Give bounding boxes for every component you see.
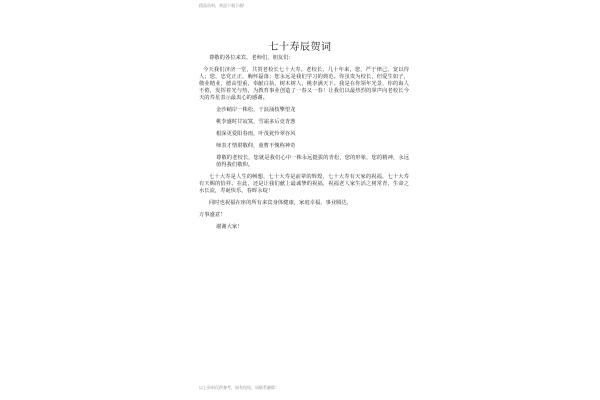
paragraph-tribute: 今天我们济济一堂，共贺老校长七十大寿。老校长，几十年来，您，严于律己，宽以待人；您，忠党正正，胸怀磊落；您永远是我们学习的典范。你虽贵为校长，但爱生如子，敬业精业，德高望重，奉献白执，树木树人，桃李满天下。我是在你领年光景，你的诲人不倦，发挥着光与热，为教育事业创造了一春又一春！让我们以最热烈的掌声向老校长今天的寿星表示最衷心的感谢。 <box>199 67 409 101</box>
poem-line-2: 桃李盛时甘寂寞，雪霜多后竟青葱 <box>216 119 296 125</box>
paragraph-birthday-wishes: 七十大寿是人生的畅想，七十大寿是前辈的辉煌，七十大寿有天家的祝福，七十大寿有天赐的恰祥。在此，还是让我们献上最诚挚的祝福，祝福老人家生活之树常青，生命之水长流，寿诞快乐，春晖永绽！ <box>199 174 409 194</box>
poem-line-1: 金沙峭岸一株松，千浪涌枝擎望龙 <box>216 107 296 113</box>
paragraph-pine: 尊敬的老校长，您就是我们心中一株永远挺拔的青松，您的形象，您的精神，永远值得我们敬仰。 <box>216 155 409 168</box>
poem-line-3: 根深更爱阳春雨，叶茂犹怜翠谷风 <box>216 131 296 137</box>
page-header-note: 精品资料，欢迎下载下载! <box>199 3 245 8</box>
poem-line-4: 师表才情堪敬仰，童曹不愧称神奇 <box>216 143 296 149</box>
document-body <box>199 55 409 231</box>
paragraph-guests-wishes: 同时也祝福在座的所有来宾身体健康，家庭幸福，事业腾达， <box>209 200 353 206</box>
page-footer-note: 以上资料仅供参考，如有侵权，请联系删除！ <box>199 385 279 390</box>
closing-wish: 万事盛意！ <box>199 212 226 218</box>
thanks-line: 谢谢大家！ <box>216 224 243 230</box>
document-title: 七十寿辰贺词 <box>268 42 332 53</box>
salutation: 尊敬的各位来宾，老师们，朋友们： <box>209 55 294 61</box>
